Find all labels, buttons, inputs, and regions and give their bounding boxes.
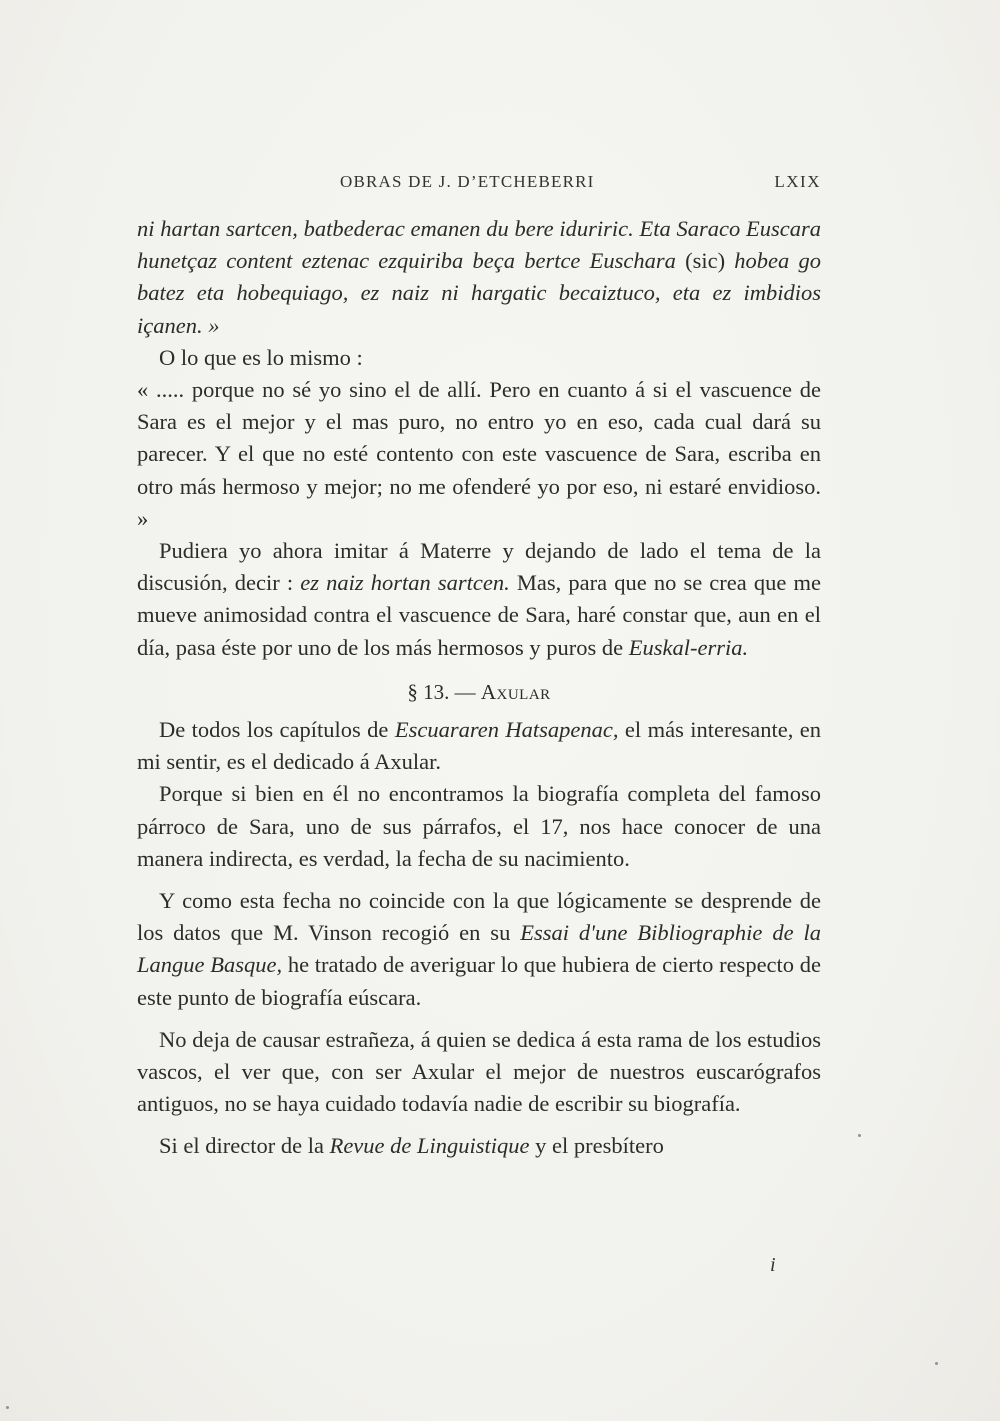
section-number: § 13. — xyxy=(407,679,481,704)
page-number: LXIX xyxy=(774,172,821,191)
section-title: Axular xyxy=(480,679,551,704)
paragraph-fecha xyxy=(137,885,821,1014)
speck xyxy=(935,1362,938,1365)
paragraph-translation: « ..... porque no sé yo sino el de allí. Pero en cuanto á si el vascuence de Sara es el mejor y el mas puro, no entro yo en eso, cada cual dará su parecer. Y el que no esté contento con este vascuence de Sara, escriba en otro más hermoso y mejor; no me ofenderé yo por eso, ni estaré envidioso. » xyxy=(137,377,821,531)
speck xyxy=(858,1134,861,1137)
paragraph-director xyxy=(137,1130,821,1162)
basque-quote-part-1: ni hartan sartcen, batbederac emanen du bere iduriric. Eta Saraco Euscara hunetçaz content eztenac ezquiriba beça bertce Euschara xyxy=(137,216,821,274)
text-run: De todos los capítulos de xyxy=(159,717,395,743)
paragraph-capitulos xyxy=(137,714,821,778)
italic-run: Escuararen Hatsapenac, xyxy=(394,717,619,743)
text-run: Si el director de la xyxy=(159,1133,330,1159)
speck xyxy=(6,1406,9,1409)
running-header xyxy=(137,172,821,196)
signature-mark: i xyxy=(770,1254,776,1276)
paragraph-materre xyxy=(137,535,821,664)
body-text xyxy=(137,213,821,1163)
basque-quote-part-2: hobea go batez eta hobequiago, ez naiz ni hargatic becaiztuco, eta ez imbidios içanen. » xyxy=(137,248,821,338)
text-run: y el presbítero xyxy=(529,1133,664,1159)
sic-note: (sic) xyxy=(675,248,735,274)
italic-run: Euskal-erria. xyxy=(628,634,749,660)
text-run: Mas, para que no se crea que me mueve animosidad contra el vascuence de Sara, haré constar que, aun en el día, pasa éste por uno de los más hermosos y puros de xyxy=(137,570,821,660)
text-run: he tratado de averiguar lo que hubiera de cierto respecto de este punto de biografía eúscara. xyxy=(137,952,821,1010)
italic-run: Revue de Linguistique xyxy=(329,1133,530,1159)
section-heading xyxy=(137,676,821,708)
text-run: el más interesante, en mi sentir, es el dedicado á Axular. xyxy=(137,717,821,775)
paragraph-biografia: Porque si bien en él no encontramos la biografía completa del famoso párroco de Sara, uno de sus párrafos, el 17, nos hace conocer de una manera indirecta, es verdad, la fecha de su nacimiento. xyxy=(137,781,821,871)
text-run: Y como esta fecha no coincide con la que lógicamente se desprende de los datos que M. Vinson recogió en su xyxy=(137,888,821,946)
paragraph-quote-basque xyxy=(137,213,821,342)
paragraph-estraneza: No deja de causar estrañeza, á quien se dedica á esta rama de los estudios vascos, el ver que, con ser Axular el mejor de nuestros euscarógrafos antiguos, no se haya cuidado todavía nadie de escribir su biografía. xyxy=(137,1026,821,1117)
running-title: OBRAS DE J. D’ETCHEBERRI xyxy=(340,172,595,191)
text-run: Pudiera yo ahora imitar á Materre y dejando de lado el tema de la discusión, decir : xyxy=(137,538,821,596)
italic-run: Essai d'une Bibliographie de la Langue Basque, xyxy=(137,920,821,978)
paragraph-intro-translation: O lo que es lo mismo : xyxy=(159,344,363,370)
italic-run: ez naiz hortan sartcen. xyxy=(300,570,510,596)
